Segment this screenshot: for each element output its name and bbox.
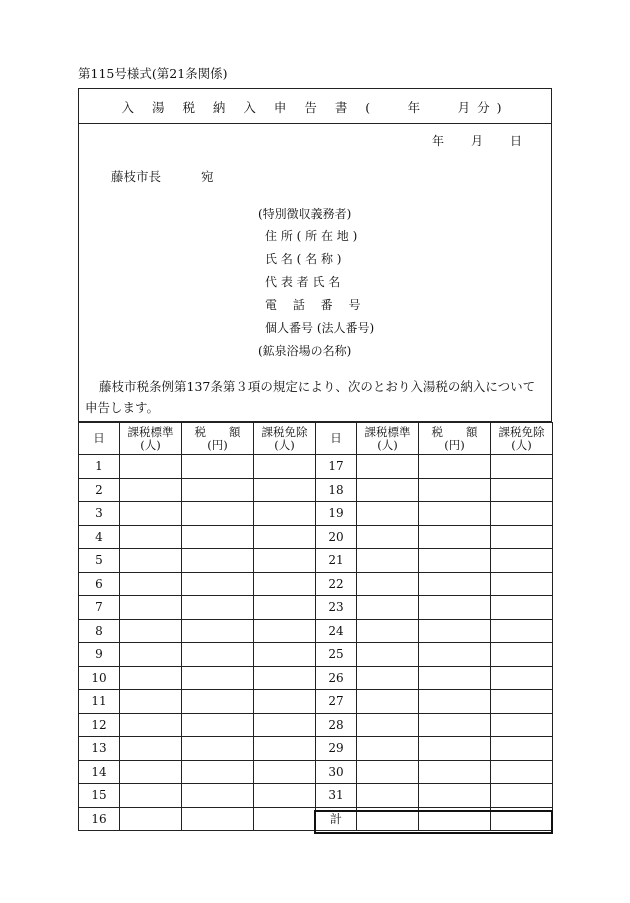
day-cell: 19 (316, 502, 357, 526)
header-taxable-basis-unit: (人) (377, 437, 398, 452)
day-cell: 9 (79, 643, 120, 667)
header-tax-exempt-label: 課税免除 (261, 424, 308, 439)
table-row (316, 455, 553, 479)
taxable-basis-cell[interactable] (357, 596, 419, 620)
day-cell: 14 (79, 760, 120, 784)
table-row (79, 666, 316, 690)
title-divider (79, 123, 551, 124)
tax-amount-cell[interactable] (419, 784, 491, 808)
tax-amount-cell[interactable] (419, 478, 491, 502)
day-cell: 13 (79, 737, 120, 761)
tax-exempt-cell[interactable] (491, 525, 553, 549)
tax-exempt-cell[interactable] (254, 690, 316, 714)
taxable-basis-cell[interactable] (120, 525, 182, 549)
tax-amount-cell[interactable] (182, 666, 254, 690)
table-row (79, 690, 316, 714)
taxable-basis-cell[interactable] (357, 784, 419, 808)
day-cell: 30 (316, 760, 357, 784)
day-cell: 22 (316, 572, 357, 596)
addressee: 藤枝市長 (111, 169, 162, 184)
table-row (79, 807, 316, 831)
taxable-basis-cell[interactable] (357, 525, 419, 549)
tax-amount-cell[interactable] (419, 455, 491, 479)
tax-exempt-cell[interactable] (254, 666, 316, 690)
taxable-basis-cell[interactable] (357, 619, 419, 643)
tax-exempt-cell[interactable] (491, 760, 553, 784)
tax-amount-cell[interactable] (182, 643, 254, 667)
total-row (316, 807, 553, 831)
day-cell: 1 (79, 455, 120, 479)
tax-amount-cell[interactable] (419, 690, 491, 714)
taxable-basis-cell[interactable] (120, 502, 182, 526)
table-row (79, 737, 316, 761)
table-row (79, 784, 316, 808)
day-cell: 28 (316, 713, 357, 737)
tax-amount-cell[interactable] (419, 807, 491, 831)
day-cell: 16 (79, 807, 120, 831)
tax-amount-cell[interactable] (419, 737, 491, 761)
day-cell: 11 (79, 690, 120, 714)
day-cell: 8 (79, 619, 120, 643)
tax-exempt-cell[interactable] (254, 525, 316, 549)
applicant-heading: (特別徴収義務者) (258, 207, 352, 221)
day-cell: 20 (316, 525, 357, 549)
table-row (79, 455, 316, 479)
taxable-basis-cell[interactable] (357, 549, 419, 573)
taxable-basis-cell[interactable] (120, 666, 182, 690)
header-day: 日 (316, 423, 357, 455)
day-cell: 6 (79, 572, 120, 596)
tax-amount-cell[interactable] (419, 502, 491, 526)
header-tax-amount-label: 税 額 (431, 424, 478, 439)
header-tax-amount (182, 423, 254, 455)
header-tax-amount-label: 税 額 (194, 424, 241, 439)
tax-exempt-cell[interactable] (254, 619, 316, 643)
header-tax-amount (419, 423, 491, 455)
taxable-basis-cell[interactable] (120, 784, 182, 808)
daily-tax-table-right (315, 422, 553, 831)
taxable-basis-cell[interactable] (120, 713, 182, 737)
table-row (316, 690, 553, 714)
tax-exempt-cell[interactable] (254, 502, 316, 526)
header-taxable-basis (120, 423, 182, 455)
tax-amount-cell[interactable] (182, 760, 254, 784)
tax-amount-cell[interactable] (419, 666, 491, 690)
tax-exempt-cell[interactable] (491, 643, 553, 667)
tax-amount-cell[interactable] (182, 737, 254, 761)
tax-exempt-cell[interactable] (491, 455, 553, 479)
salutation: 宛 (201, 169, 214, 184)
taxable-basis-cell[interactable] (357, 666, 419, 690)
tax-amount-cell[interactable] (419, 572, 491, 596)
taxable-basis-cell[interactable] (357, 478, 419, 502)
header-taxable-basis-label: 課税標準 (127, 424, 174, 439)
header-taxable-basis-unit: (人) (140, 437, 161, 452)
phone-number-label: 電 話 番 号 (265, 298, 361, 312)
tax-amount-cell[interactable] (182, 784, 254, 808)
tax-amount-cell[interactable] (182, 549, 254, 573)
date-line: 年 月 日 (431, 134, 523, 148)
day-cell: 10 (79, 666, 120, 690)
tax-exempt-cell[interactable] (254, 478, 316, 502)
table-row (79, 478, 316, 502)
table-row (79, 502, 316, 526)
day-cell: 26 (316, 666, 357, 690)
table-row (316, 549, 553, 573)
day-cell: 27 (316, 690, 357, 714)
total-label: 計 (316, 807, 357, 831)
table-row (79, 525, 316, 549)
tax-amount-cell[interactable] (182, 502, 254, 526)
header-tax-exempt-unit: (人) (274, 437, 295, 452)
taxable-basis-cell[interactable] (120, 549, 182, 573)
table-row (316, 572, 553, 596)
tax-amount-cell[interactable] (182, 455, 254, 479)
tax-exempt-cell[interactable] (491, 502, 553, 526)
taxable-basis-cell[interactable] (357, 643, 419, 667)
tax-amount-cell[interactable] (419, 713, 491, 737)
tax-exempt-cell[interactable] (491, 478, 553, 502)
taxable-basis-cell[interactable] (120, 760, 182, 784)
day-cell: 2 (79, 478, 120, 502)
day-cell: 29 (316, 737, 357, 761)
tax-exempt-cell[interactable] (491, 549, 553, 573)
table-row (316, 596, 553, 620)
table-row (316, 525, 553, 549)
form-number: 第115号様式(第21条関係) (78, 66, 228, 81)
header-tax-exempt-unit: (人) (511, 437, 532, 452)
table-row (79, 572, 316, 596)
tax-exempt-cell[interactable] (491, 690, 553, 714)
tax-amount-cell[interactable] (182, 572, 254, 596)
day-cell: 7 (79, 596, 120, 620)
tax-amount-cell[interactable] (419, 525, 491, 549)
day-cell: 5 (79, 549, 120, 573)
individual-number-label: 個人番号 (法人番号) (265, 321, 375, 335)
taxable-basis-cell[interactable] (357, 760, 419, 784)
taxable-basis-cell[interactable] (357, 572, 419, 596)
tax-exempt-cell[interactable] (254, 596, 316, 620)
day-cell: 17 (316, 455, 357, 479)
tax-amount-cell[interactable] (182, 619, 254, 643)
tax-exempt-cell[interactable] (491, 807, 553, 831)
declaration-form (78, 88, 552, 422)
statement-text: 藤枝市税条例第137条第３項の規定により、次のとおり入湯税の納入について申告します。 (85, 379, 536, 415)
tax-amount-cell[interactable] (182, 525, 254, 549)
tax-exempt-cell[interactable] (254, 643, 316, 667)
table-row (316, 643, 553, 667)
table-row (316, 502, 553, 526)
tax-amount-cell[interactable] (182, 713, 254, 737)
day-cell: 4 (79, 525, 120, 549)
table-row (316, 478, 553, 502)
day-cell: 21 (316, 549, 357, 573)
tax-exempt-cell[interactable] (491, 784, 553, 808)
tax-amount-cell[interactable] (182, 596, 254, 620)
tax-exempt-cell[interactable] (254, 760, 316, 784)
taxable-basis-cell[interactable] (120, 807, 182, 831)
header-tax-exempt (491, 423, 553, 455)
taxable-basis-cell[interactable] (120, 619, 182, 643)
tax-exempt-cell[interactable] (254, 572, 316, 596)
day-cell: 23 (316, 596, 357, 620)
table-row (316, 713, 553, 737)
table-row (79, 596, 316, 620)
table-row (316, 737, 553, 761)
taxable-basis-cell[interactable] (357, 713, 419, 737)
table-row (79, 760, 316, 784)
tax-amount-cell[interactable] (419, 549, 491, 573)
taxable-basis-cell[interactable] (120, 596, 182, 620)
table-row (316, 760, 553, 784)
tax-exempt-cell[interactable] (491, 666, 553, 690)
table-row (79, 549, 316, 573)
tax-exempt-cell[interactable] (491, 596, 553, 620)
header-tax-exempt-label: 課税免除 (498, 424, 545, 439)
day-cell: 12 (79, 713, 120, 737)
tax-amount-cell[interactable] (419, 619, 491, 643)
tax-exempt-cell[interactable] (491, 619, 553, 643)
tax-exempt-cell[interactable] (254, 737, 316, 761)
header-taxable-basis-label: 課税標準 (364, 424, 411, 439)
taxable-basis-cell[interactable] (120, 690, 182, 714)
tax-amount-cell[interactable] (419, 643, 491, 667)
table-row (79, 713, 316, 737)
tax-amount-cell[interactable] (182, 690, 254, 714)
representative-name-label: 代 表 者 氏 名 (265, 275, 341, 289)
tax-exempt-cell[interactable] (254, 549, 316, 573)
day-cell: 3 (79, 502, 120, 526)
daily-tax-table-left (78, 422, 316, 831)
tax-exempt-cell[interactable] (254, 713, 316, 737)
taxable-basis-cell[interactable] (120, 572, 182, 596)
day-cell: 25 (316, 643, 357, 667)
table-header-row (79, 423, 316, 455)
day-cell: 15 (79, 784, 120, 808)
taxable-basis-cell[interactable] (120, 737, 182, 761)
taxable-basis-cell[interactable] (120, 455, 182, 479)
tax-amount-cell[interactable] (182, 478, 254, 502)
tax-exempt-cell[interactable] (254, 784, 316, 808)
tax-exempt-cell[interactable] (491, 737, 553, 761)
header-tax-amount-unit: (円) (444, 437, 465, 452)
applicant-name-label: 氏 名 ( 名 称 ) (265, 252, 342, 266)
taxable-basis-cell[interactable] (357, 690, 419, 714)
tax-exempt-cell[interactable] (491, 713, 553, 737)
form-title: 入 湯 税 納 入 申 告 書 ( 年 月分) (121, 100, 509, 115)
table-row (316, 784, 553, 808)
taxable-basis-cell[interactable] (357, 502, 419, 526)
tax-exempt-cell[interactable] (491, 572, 553, 596)
table-row (316, 619, 553, 643)
header-taxable-basis (357, 423, 419, 455)
taxable-basis-cell[interactable] (120, 478, 182, 502)
header-tax-exempt (254, 423, 316, 455)
header-tax-amount-unit: (円) (207, 437, 228, 452)
day-cell: 18 (316, 478, 357, 502)
tax-exempt-cell[interactable] (254, 807, 316, 831)
taxable-basis-cell[interactable] (120, 643, 182, 667)
taxable-basis-cell[interactable] (357, 455, 419, 479)
applicant-address-label: 住 所 ( 所 在 地 ) (265, 229, 358, 243)
table-row (79, 619, 316, 643)
day-cell: 24 (316, 619, 357, 643)
header-day: 日 (79, 423, 120, 455)
facility-name-label: (鉱泉浴場の名称) (258, 344, 352, 358)
taxable-basis-cell[interactable] (357, 807, 419, 831)
table-row (316, 666, 553, 690)
taxable-basis-cell[interactable] (357, 737, 419, 761)
tax-exempt-cell[interactable] (254, 455, 316, 479)
tax-amount-cell[interactable] (419, 760, 491, 784)
tax-amount-cell[interactable] (182, 807, 254, 831)
table-header-row (316, 423, 553, 455)
day-cell: 31 (316, 784, 357, 808)
tax-amount-cell[interactable] (419, 596, 491, 620)
table-row (79, 643, 316, 667)
